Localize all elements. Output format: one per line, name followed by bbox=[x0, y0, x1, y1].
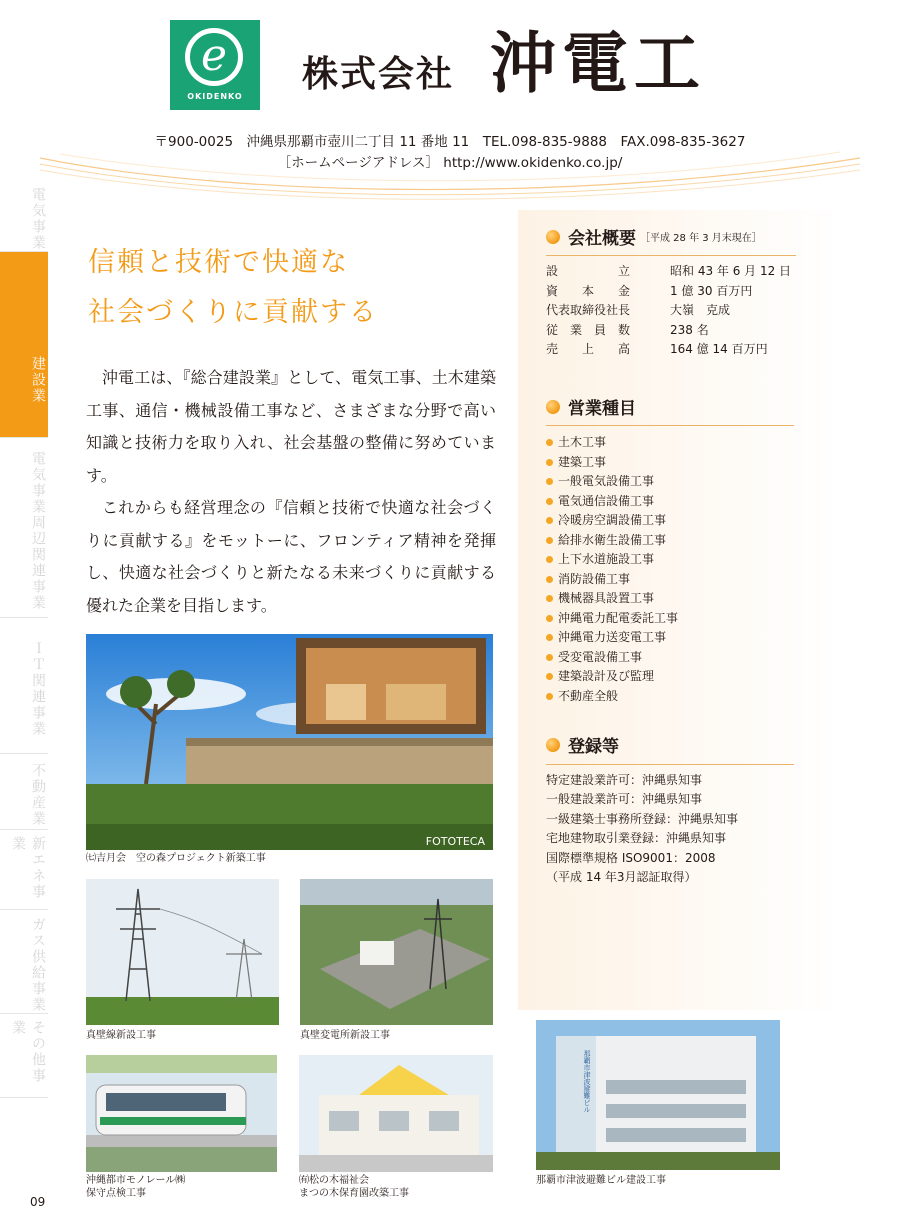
substation-photo bbox=[300, 879, 493, 1025]
intro-text bbox=[86, 362, 496, 622]
business-item: 上下水道施設工事 bbox=[546, 550, 794, 570]
overview-value: 164 億 14 百万円 bbox=[670, 342, 768, 356]
main-building-photo bbox=[86, 634, 493, 850]
registration-item: 一級建築士事務所登録：沖縄県知事 bbox=[546, 811, 739, 826]
business-heading bbox=[546, 394, 794, 419]
side-tab-electric[interactable]: 電気事業 bbox=[0, 180, 48, 252]
business-item: 建築工事 bbox=[546, 453, 794, 473]
overview-row bbox=[546, 262, 796, 282]
nursery-caption-2: まつの木保育園改築工事 bbox=[299, 1188, 409, 1199]
main-photo-caption: ㈦吉月会 空の森プロジェクト新築工事 bbox=[86, 853, 266, 864]
company-address: 〒900-0025 沖縄県那覇市壺川二丁目 11 番地 11 TEL.098-835-9888 FAX.098-835-3627 bbox=[154, 134, 746, 150]
registration-item: 国際標準規格 ISO9001：2008 bbox=[546, 850, 716, 865]
overview-label: 売上高 bbox=[546, 342, 630, 356]
overview-label: 従業員数 bbox=[546, 322, 630, 337]
business-item: 給排水衛生設備工事 bbox=[546, 531, 794, 551]
registration-item: 一般建設業許可：沖縄県知事 bbox=[546, 792, 703, 807]
nursery-photo-illustration bbox=[299, 1055, 493, 1172]
monorail-photo-illustration bbox=[86, 1055, 277, 1172]
bullet-dot-icon bbox=[546, 400, 560, 414]
business-item: 電気通信設備工事 bbox=[546, 492, 794, 512]
tower-photo bbox=[86, 879, 279, 1025]
business-item: 受変電設備工事 bbox=[546, 648, 794, 668]
overview-section bbox=[546, 224, 796, 360]
substation-photo-illustration bbox=[300, 879, 493, 1025]
business-item: 消防設備工事 bbox=[546, 570, 794, 590]
intro-paragraph: 沖電工は、『総合建設業』として、電気工事、土木建築工事、通信・機械設備工事など、さまざまな分野で高い知識と技術力を取り入れ、社会基盤の整備に努めています。 bbox=[86, 368, 496, 485]
building-sign: 那覇市津波避難ビル bbox=[583, 1050, 591, 1113]
overview-value: 大嶺 克成 bbox=[670, 303, 731, 317]
side-tab-it[interactable]: ＩＴ関連事業 bbox=[0, 618, 48, 754]
overview-value: 1 億 30 百万円 bbox=[670, 283, 753, 298]
registration-heading bbox=[546, 732, 794, 757]
tower-photo-illustration bbox=[86, 879, 279, 1025]
overview-title: 会社概要 bbox=[568, 229, 636, 249]
logo-letter: e bbox=[200, 30, 228, 81]
overview-heading bbox=[546, 224, 796, 249]
overview-note: ［平成 28 年 3 月末現在］ bbox=[640, 233, 762, 244]
business-item: 土木工事 bbox=[546, 433, 794, 453]
registration-item: 特定建設業許可：沖縄県知事 bbox=[546, 773, 703, 787]
bullet-dot-icon bbox=[546, 230, 560, 244]
overview-row bbox=[546, 301, 796, 321]
business-section bbox=[546, 394, 794, 706]
divider bbox=[546, 764, 794, 765]
intro-paragraph: これからも経営理念の『信頼と技術で快適な社会づくりに貢献する』をモットーに、フロンティア精神を発揮し、快適な社会づくりと新たなる未来づくりに貢献する優れた企業を目指します。 bbox=[86, 498, 496, 615]
side-tab-gas[interactable]: ガス供給事業 bbox=[0, 910, 48, 1014]
registration-item: （平成 14 年3月認証取得） bbox=[546, 869, 697, 884]
side-tab-realestate[interactable]: 不動産業 bbox=[0, 754, 48, 830]
business-item: 沖縄電力配電委託工事 bbox=[546, 609, 794, 629]
monorail-caption-2: 保守点検工事 bbox=[86, 1188, 146, 1199]
overview-label: 設立 bbox=[546, 264, 630, 278]
tsunami-building-caption: 那覇市津波避難ビル建設工事 bbox=[536, 1175, 666, 1186]
business-title: 営業種目 bbox=[568, 399, 636, 419]
nursery-photo bbox=[299, 1055, 493, 1172]
company-name: 沖電工 bbox=[490, 25, 706, 102]
company-prefix: 株式会社 bbox=[302, 54, 455, 95]
tsunami-building-photo bbox=[536, 1020, 780, 1170]
headline-line-2: 社会づくりに貢献する bbox=[88, 297, 378, 328]
company-logo bbox=[170, 20, 260, 110]
business-item: 沖縄電力送変電工事 bbox=[546, 628, 794, 648]
overview-label: 資本金 bbox=[546, 283, 630, 298]
overview-row bbox=[546, 340, 796, 360]
side-tab-other[interactable]: その他事業 bbox=[0, 1014, 48, 1098]
overview-row bbox=[546, 321, 796, 341]
overview-row bbox=[546, 282, 796, 302]
nursery-caption-1: ㈲松の木福祉会 bbox=[299, 1175, 369, 1186]
page-number: 09 bbox=[30, 1195, 46, 1209]
monorail-photo bbox=[86, 1055, 277, 1172]
side-tab-electric-related[interactable]: 電気事業周辺関連事業 bbox=[0, 438, 48, 618]
business-item: 機械器具設置工事 bbox=[546, 589, 794, 609]
side-tab-new-energy[interactable]: 新エネ事業 bbox=[0, 830, 48, 910]
business-item: 建築設計及び監理 bbox=[546, 667, 794, 687]
overview-table bbox=[546, 262, 796, 360]
side-tab-construction[interactable]: 建設業 bbox=[0, 252, 48, 438]
substation-photo-caption: 真壁変電所新設工事 bbox=[300, 1030, 390, 1041]
registration-section bbox=[546, 732, 794, 887]
overview-value: 238 名 bbox=[670, 322, 709, 337]
headline-line-1: 信頼と技術で快適な bbox=[88, 247, 349, 278]
tower-photo-caption: 真壁線新設工事 bbox=[86, 1030, 156, 1041]
business-item: 一般電気設備工事 bbox=[546, 472, 794, 492]
photo-credit: FOTOTECA bbox=[425, 835, 485, 848]
registration-item: 宅地建物取引業登録：沖縄県知事 bbox=[546, 831, 727, 846]
bullet-dot-icon bbox=[546, 738, 560, 752]
monorail-caption-1: 沖縄都市モノレール㈱ bbox=[86, 1175, 186, 1186]
business-item: 冷暖房空調設備工事 bbox=[546, 511, 794, 531]
business-item: 不動産全般 bbox=[546, 687, 794, 707]
registration-title: 登録等 bbox=[568, 737, 619, 757]
company-url[interactable]: ［ホームページアドレス］ http://www.okidenko.co.jp/ bbox=[277, 155, 623, 171]
main-photo-illustration bbox=[86, 634, 493, 850]
divider bbox=[546, 255, 796, 256]
overview-label: 代表取締役社長 bbox=[546, 303, 631, 317]
logo-text: OKIDENKO bbox=[187, 92, 243, 101]
divider bbox=[546, 425, 794, 426]
overview-value: 昭和 43 年 6 月 12 日 bbox=[670, 264, 792, 278]
